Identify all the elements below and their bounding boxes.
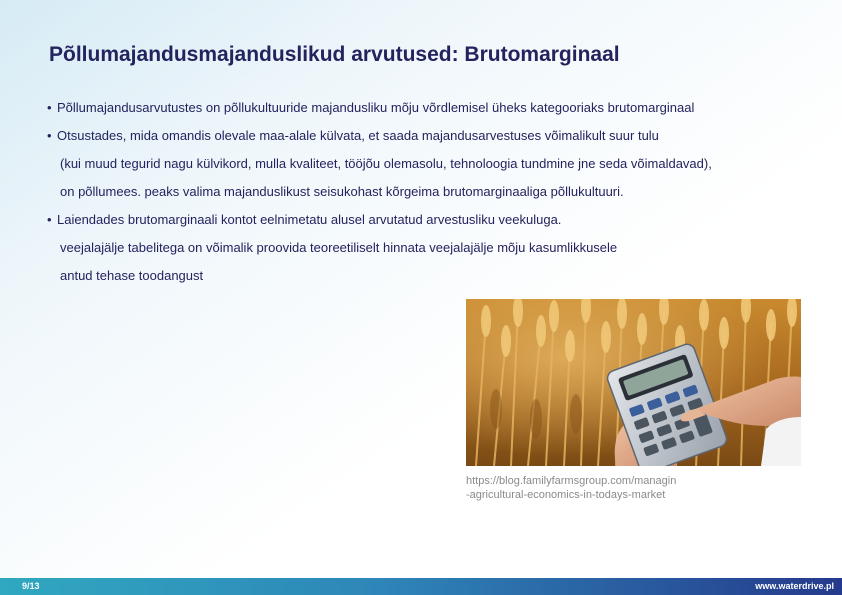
slide-title: Põllumajandusmajanduslikud arvutused: Brutomarginaal xyxy=(49,43,620,66)
footer-bar xyxy=(0,578,842,595)
bullet-text: Põllumajandusarvutustes on põllukultuuride majandusliku mõju võrdlemisel üheks kategooriaks brutomarginaal xyxy=(57,100,695,115)
bullet-list xyxy=(47,94,807,290)
bullet-item xyxy=(47,122,807,150)
caption-line: https://blog.familyfarmsgroup.com/managin xyxy=(466,475,677,487)
bullet-text: Otsustades, mida omandis olevale maa-alale külvata, et saada majandusarvestuses võimalikult suur tulu xyxy=(57,128,659,143)
bullet-text: Laiendades brutomarginaali kontot eelnimetatu alusel arvutatud arvestusliku veekuluga. xyxy=(57,212,562,227)
wheat-field-calculator-photo xyxy=(466,299,801,466)
bullet-item xyxy=(47,206,807,234)
image-source-caption xyxy=(466,474,676,502)
bullet-marker: • xyxy=(47,212,52,227)
bullet-continuation: veejalajälje tabelitega on võimalik proovida teoreetiliselt hinnata veejalajälje mõju kasumlikkusele xyxy=(60,240,618,255)
website-link[interactable]: www.waterdrive.pl xyxy=(755,581,834,591)
bullet-continuation: (kui muud tegurid nagu külvikord, mulla kvaliteet, tööjõu olemasolu, tehnoloogia tundmine jne seda võimaldavad), xyxy=(60,156,712,171)
caption-line: -agricultural-economics-in-todays-market xyxy=(466,489,666,501)
bullet-continuation: on põllumees. peaks valima majanduslikust seisukohast kõrgeima brutomarginaaliga põllukultuuri. xyxy=(60,184,624,199)
page-number: 9/13 xyxy=(22,581,40,591)
bullet-marker: • xyxy=(47,100,52,115)
bullet-marker: • xyxy=(47,128,52,143)
bullet-continuation: antud tehase toodangust xyxy=(60,268,204,283)
bullet-item xyxy=(47,94,807,122)
